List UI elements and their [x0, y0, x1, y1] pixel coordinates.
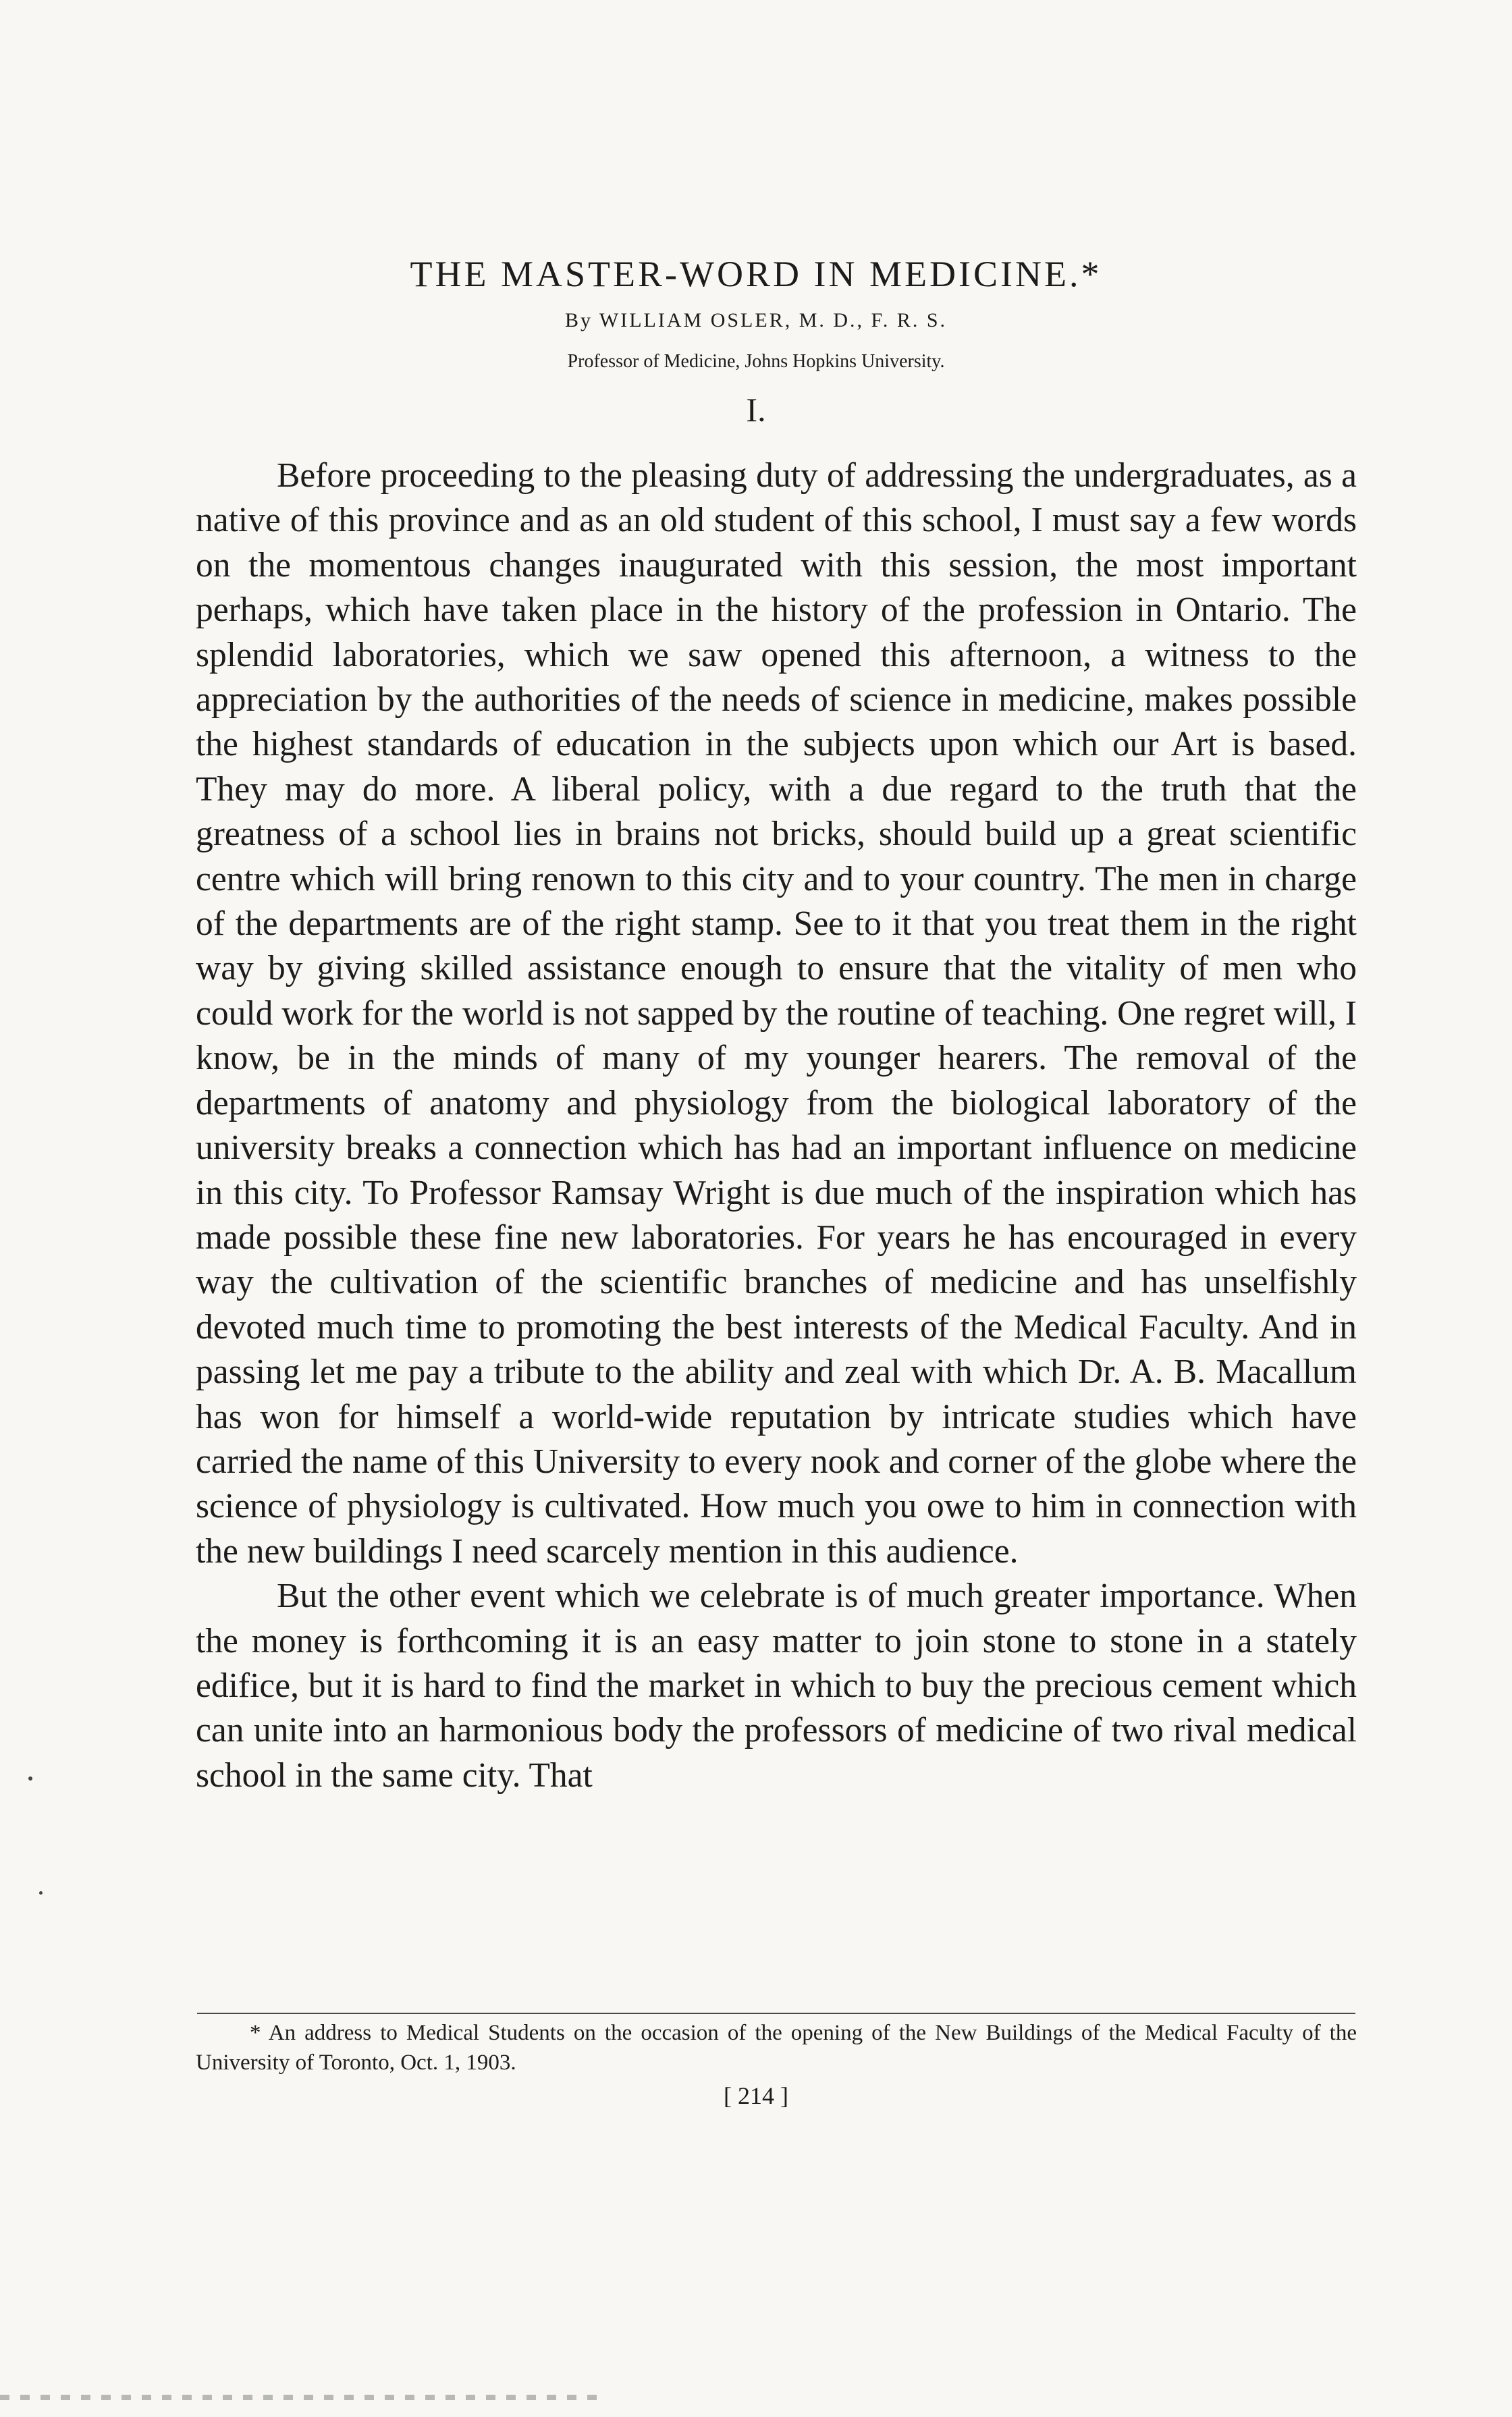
scan-noise-artifact [0, 2395, 608, 2400]
page-number: [ 214 ] [724, 2082, 788, 2109]
body-paragraph: But the other event which we celebrate is of much greater importance. When the money is forthcoming it is an easy matter to join stone to stone in a stately edifice, but it is hard to find the market in which to buy the precious cement which can unite into an harmonious body the professors of medicine of two rival medical school in the same city. That [196, 1577, 1357, 1795]
footnote: * An address to Medical Students on the occasion of the opening of the New Buildings of the Medical Faculty of the University of Toronto, Oct. 1, 1903. [196, 2021, 1357, 2075]
margin-speck-mark [28, 1776, 32, 1781]
section-number: I. [746, 391, 766, 429]
author-byline: By WILLIAM OSLER, M. D., F. R. S. [564, 309, 948, 331]
article-title: THE MASTER-WORD IN MEDICINE.* [410, 254, 1102, 294]
footnote-divider [197, 2013, 1355, 2014]
article-body [196, 454, 1357, 1798]
margin-speck-mark [39, 1891, 43, 1895]
author-affiliation: Professor of Medicine, Johns Hopkins University. [567, 351, 945, 372]
body-paragraph: Before proceeding to the pleasing duty of addressing the undergraduates, as a native of this province and as an old student of this school, I must say a few words on the momentous changes inaugurated with this session, the most important perhaps, which have taken place in the history of the profession in Ontario. The splendid laboratories, which we saw opened this afternoon, a witness to the appreciation by the authorities of the needs of science in medicine, makes possible the highest standards of education in the subjects upon which our Art is based. They may do more. A liberal policy, with a due regard to the truth that the greatness of a school lies in brains not bricks, should build up a great scientific centre which will bring renown to this city and to your country. The men in charge of the departments are of the right stamp. See to it that you treat them in the right way by giving skilled assistance enough to ensure that the vitality of men who could work for the world is not sapped by the routine of teaching. One regret will, I know, be in the minds of many of my younger hearers. The removal of the departments of anatomy and physiology from the biological laboratory of the university breaks a connection which has had an important influence on medicine in this city. To Professor Ramsay Wright is due much of the inspiration which has made possible these fine new laboratories. For years he has encouraged in every way the cultivation of the scientific branches of medicine and has unselfishly devoted much time to promoting the best interests of the Medical Faculty. And in passing let me pay a tribute to the ability and zeal with which Dr. A. B. Macallum has won for himself a world-wide reputation by intricate studies which have carried the name of this University to every nook and corner of the globe where the science of physiology is cultivated. How much you owe to him in connection with the new buildings I need scarcely mention in this audience. [196, 456, 1357, 1571]
